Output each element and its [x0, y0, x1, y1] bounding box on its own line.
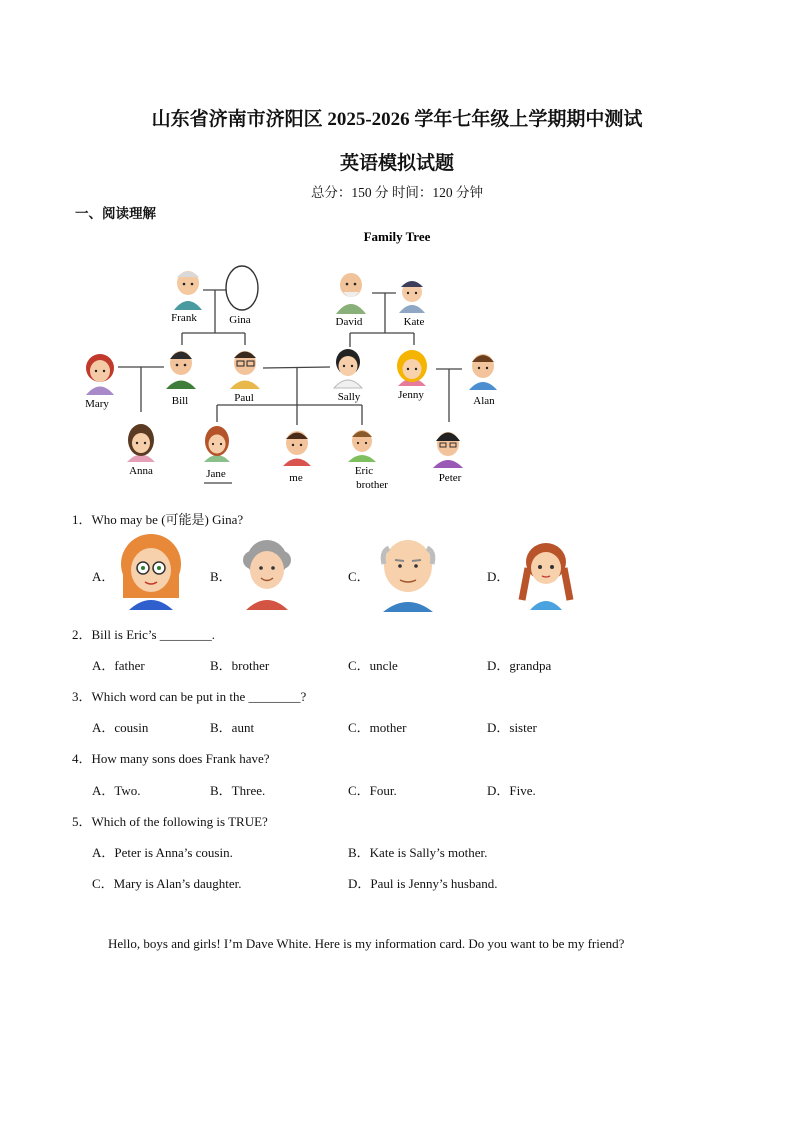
- q3-option-c[interactable]: C．mother: [348, 720, 407, 735]
- bill-portrait-icon: [166, 351, 196, 389]
- svg-text:brother: brother: [356, 479, 388, 491]
- sally-portrait-icon: [334, 349, 362, 388]
- q2-option-c[interactable]: C．uncle: [348, 658, 398, 673]
- q2-option-d[interactable]: D．grandpa: [487, 658, 552, 673]
- svg-text:Alan: Alan: [473, 395, 495, 407]
- svg-text:Kate: Kate: [403, 316, 425, 328]
- me-portrait-icon: [283, 431, 311, 466]
- passage-intro: Hello, boys and girls! I’m Dave White. Here is my information card. Do you want to be my friend?: [108, 936, 625, 951]
- svg-text:Paul: Paul: [234, 392, 254, 404]
- q3-option-a[interactable]: A．cousin: [92, 720, 149, 735]
- question-5: 5．Which of the following is TRUE?: [72, 814, 268, 829]
- gina-placeholder-oval: [226, 266, 258, 310]
- eric-portrait-icon: [348, 430, 376, 462]
- q5-option-a[interactable]: A．Peter is Anna’s cousin.: [92, 845, 233, 860]
- q4-option-b[interactable]: B．Three.: [210, 783, 266, 798]
- q4-option-c[interactable]: C．Four.: [348, 783, 397, 798]
- q3-option-d[interactable]: D．sister: [487, 720, 537, 735]
- svg-text:Anna: Anna: [129, 465, 153, 477]
- alan-portrait-icon: [469, 354, 497, 390]
- q4-option-a[interactable]: A．Two.: [92, 783, 141, 798]
- svg-text:me: me: [289, 472, 303, 484]
- exam-meta: 总分：150 分 时间：120 分钟: [310, 185, 484, 200]
- q5-option-b[interactable]: B．Kate is Sally’s mother.: [348, 845, 488, 860]
- girl-braids-portrait-icon[interactable]: [514, 538, 578, 615]
- paul-portrait-icon: [230, 351, 260, 389]
- mary-portrait-icon: [86, 354, 114, 395]
- question-3: 3．Which word can be put in the ________?: [72, 689, 307, 704]
- q4-option-d[interactable]: D．Five.: [487, 783, 536, 798]
- section-heading: 一、阅读理解: [75, 206, 156, 221]
- q1-option-a-label[interactable]: A．: [92, 569, 115, 584]
- david-portrait-icon: [336, 273, 366, 314]
- jane-portrait-icon: [204, 426, 230, 462]
- svg-text:Bill: Bill: [171, 395, 189, 407]
- q3-option-b[interactable]: B．aunt: [210, 720, 255, 735]
- peter-portrait-icon: [433, 432, 463, 468]
- anna-portrait-icon: [127, 424, 155, 462]
- frank-portrait-icon: [174, 271, 202, 310]
- grandfather-portrait-icon[interactable]: [373, 536, 443, 617]
- family-tree-title: Family Tree: [363, 229, 431, 244]
- question-1: 1．Who may be (可能是) Gina?: [72, 512, 244, 527]
- q2-option-a[interactable]: A．father: [92, 658, 145, 673]
- question-4: 4．How many sons does Frank have?: [72, 751, 270, 766]
- q1-option-b-label[interactable]: B．: [210, 569, 232, 584]
- woman-glasses-portrait-icon[interactable]: [115, 534, 187, 615]
- q1-option-c-label[interactable]: C．: [348, 569, 370, 584]
- question-2: 2．Bill is Eric’s ________.: [72, 627, 216, 642]
- page-title: 山东省济南市济阳区 2025-2026 学年七年级上学期期中测试: [151, 109, 643, 130]
- svg-text:Frank: Frank: [171, 312, 197, 324]
- kate-portrait-icon: [399, 281, 425, 313]
- svg-text:Eric: Eric: [354, 465, 374, 477]
- svg-text:Jane: Jane: [206, 468, 226, 480]
- jenny-portrait-icon: [397, 350, 427, 386]
- svg-text:Gina: Gina: [229, 314, 251, 326]
- grandmother-portrait-icon[interactable]: [236, 538, 298, 615]
- svg-text:Sally: Sally: [337, 391, 361, 403]
- page-subtitle: 英语模拟试题: [339, 153, 454, 174]
- q5-option-c[interactable]: C．Mary is Alan’s daughter.: [92, 876, 242, 891]
- svg-text:Peter: Peter: [438, 472, 462, 484]
- q1-option-d-label[interactable]: D．: [487, 569, 510, 584]
- q2-option-b[interactable]: B．brother: [210, 658, 270, 673]
- family-tree-figure: [0, 222, 794, 502]
- svg-text:Jenny: Jenny: [398, 389, 424, 401]
- q5-option-d[interactable]: D．Paul is Jenny’s husband.: [348, 876, 498, 891]
- svg-text:Mary: Mary: [85, 398, 109, 410]
- svg-text:David: David: [335, 316, 363, 328]
